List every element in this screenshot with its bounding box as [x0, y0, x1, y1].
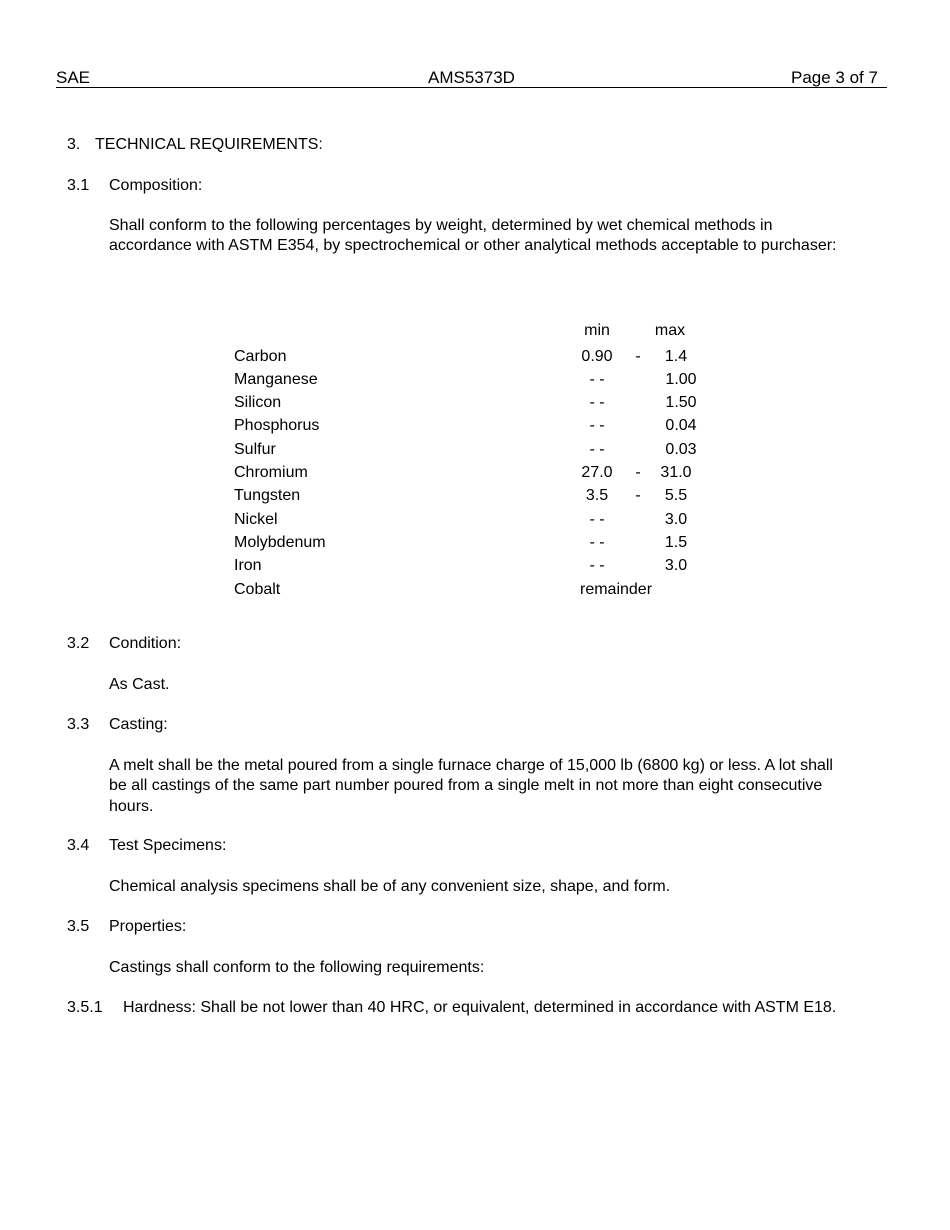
- min-value: - -: [589, 371, 605, 388]
- s3-5-title: Properties:: [109, 918, 187, 935]
- section-number: 3.: [67, 136, 81, 153]
- max-value: 0.03: [665, 441, 697, 458]
- max-value: 1.4: [664, 348, 688, 365]
- s3-3-number: 3.3: [67, 716, 90, 733]
- max-value: 1.5: [664, 534, 688, 551]
- s3-3-title: Casting:: [109, 716, 168, 733]
- remainder-value: remainder: [580, 581, 653, 598]
- range-dash: -: [635, 464, 641, 481]
- element-name: Sulfur: [234, 441, 276, 458]
- s3-4-text: Chemical analysis specimens shall be of any convenient size, shape, and form.: [109, 878, 671, 895]
- element-name: Silicon: [234, 394, 282, 411]
- s3-5-text: Castings shall conform to the following requirements:: [109, 959, 485, 976]
- min-value: - -: [589, 511, 605, 528]
- range-dash: -: [635, 348, 641, 365]
- s3-4-number: 3.4: [67, 837, 90, 854]
- s3-4-title: Test Specimens:: [109, 837, 227, 854]
- s3-2-title: Condition:: [109, 635, 182, 652]
- min-value: - -: [589, 441, 605, 458]
- min-value: - -: [589, 417, 605, 434]
- header-document-number: AMS5373D: [428, 68, 515, 87]
- element-name: Manganese: [234, 371, 318, 388]
- element-name: Phosphorus: [234, 417, 320, 434]
- col-header-max: max: [654, 322, 686, 339]
- header-org: SAE: [56, 68, 91, 87]
- s3-1-text: Shall conform to the following percentages by weight, determined by wet chemical methods in accordance with ASTM E354, by spectrochemical or other analytical methods acceptable to purchaser:: [109, 217, 837, 255]
- min-value: 3.5: [585, 487, 609, 504]
- element-name: Nickel: [234, 511, 278, 528]
- header-rule: [56, 87, 887, 88]
- element-name: Chromium: [234, 464, 308, 481]
- s3-3-text: A melt shall be the metal poured from a single furnace charge of 15,000 lb (6800 kg) or less. A lot shall be all castings of the same part number poured from a single melt in not more than eight consecutive hours.: [109, 757, 833, 815]
- s3-5-number: 3.5: [67, 918, 90, 935]
- element-name: Cobalt: [234, 581, 281, 598]
- element-name: Carbon: [234, 348, 287, 365]
- min-value: 27.0: [581, 464, 613, 481]
- min-value: - -: [589, 394, 605, 411]
- s3-5-1-text: Hardness: Shall be not lower than 40 HRC, or equivalent, determined in accordance with ASTM E18.: [123, 999, 837, 1016]
- min-value: 0.90: [581, 348, 613, 365]
- s3-2-number: 3.2: [67, 635, 90, 652]
- range-dash: -: [635, 487, 641, 504]
- max-value: 0.04: [665, 417, 697, 434]
- s3-2-text: As Cast.: [109, 676, 170, 693]
- max-value: 3.0: [664, 557, 688, 574]
- s3-1-number: 3.1: [67, 177, 90, 194]
- header-page-number: Page 3 of 7: [791, 68, 878, 87]
- element-name: Tungsten: [234, 487, 301, 504]
- section-title: TECHNICAL REQUIREMENTS:: [95, 136, 323, 153]
- max-value: 3.0: [664, 511, 688, 528]
- max-value: 31.0: [660, 464, 692, 481]
- max-value: 1.50: [665, 394, 697, 411]
- max-value: 5.5: [664, 487, 688, 504]
- element-name: Iron: [234, 557, 262, 574]
- s3-1-title: Composition:: [109, 177, 203, 194]
- element-name: Molybdenum: [234, 534, 326, 551]
- s3-5-1-number: 3.5.1: [67, 999, 103, 1016]
- min-value: - -: [589, 557, 605, 574]
- col-header-min: min: [584, 322, 610, 339]
- max-value: 1.00: [665, 371, 697, 388]
- min-value: - -: [589, 534, 605, 551]
